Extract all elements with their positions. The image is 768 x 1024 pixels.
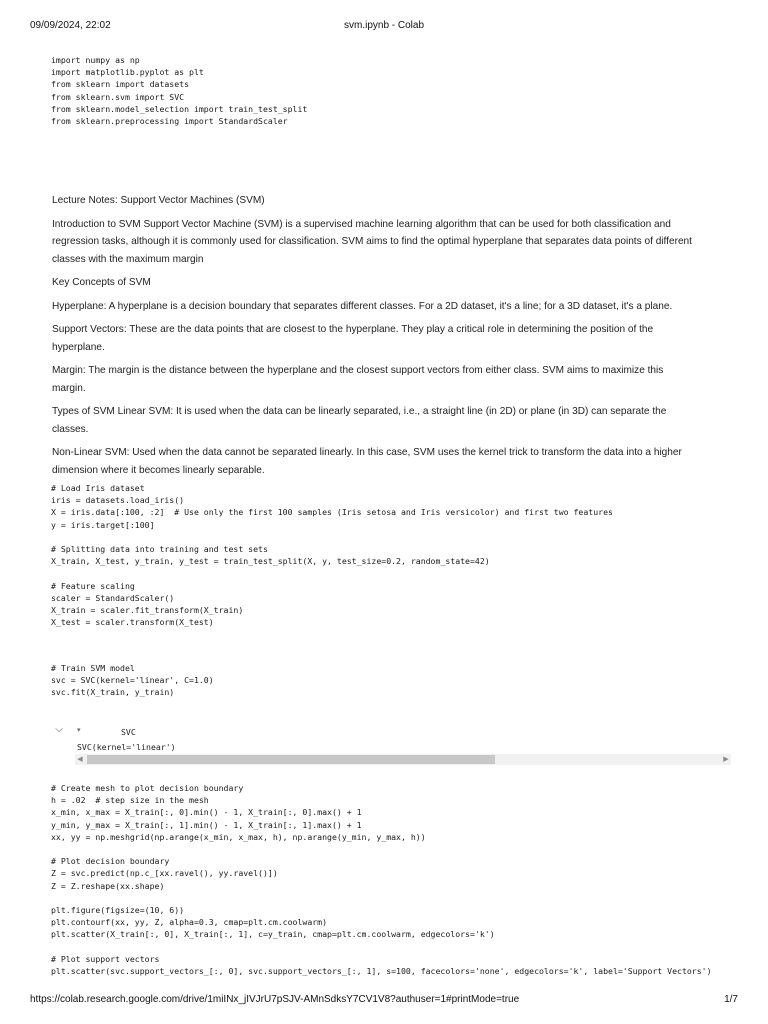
notes-paragraph: Key Concepts of SVM (52, 277, 151, 288)
code-line: scaler = StandardScaler() (51, 592, 175, 603)
notes-paragraph: Introduction to SVM Support Vector Machine (SVM) is a supervised machine learning algorithm that can be used for both classification and regression tasks, although it is commonly used for classification. SVM aims to find the optimal hyperplane that separates data points of different classes with the maximum margin (52, 218, 692, 265)
notes-paragraph: Types of SVM Linear SVM: It is used when the data can be linearly separated, i.e., a straight line (in 2D) or plane (in 3D) can separate the classes. (52, 406, 667, 435)
code-line (51, 892, 728, 904)
code-line (51, 531, 728, 543)
code-line: iris = datasets.load_iris() (51, 495, 185, 506)
print-datetime: 09/09/2024, 22:02 (30, 20, 111, 31)
code-line: plt.figure(figsize=(10, 6)) (51, 904, 185, 915)
scroll-right-icon[interactable]: ▶ (723, 756, 729, 763)
code-line: # Plot decision boundary (51, 856, 170, 867)
code-line: from sklearn.svm import SVC (51, 91, 185, 102)
notes-paragraph: Support Vectors: These are the data points that are closest to the hyperplane. They play a critical role in determining the position of the hyperplane. (52, 324, 654, 353)
code-line: plt.contourf(xx, yy, Z, alpha=0.3, cmap=plt.cm.coolwarm) (51, 917, 328, 928)
code-cell-imports[interactable] (51, 54, 728, 127)
print-title: svm.ipynb - Colab (343, 20, 425, 31)
code-line: Z = Z.reshape(xx.shape) (51, 880, 165, 891)
code-cell-plot[interactable] (51, 782, 728, 977)
code-line: y_min, y_max = X_train[:, 1].min() - 1, X_train[:, 1].max() + 1 (51, 819, 362, 830)
code-line: svc = SVC(kernel='linear', C=1.0) (51, 675, 214, 686)
code-line: plt.scatter(svc.support_vectors_[:, 0], svc.support_vectors_[:, 1], s=100, facecolors='none', edgecolors='k', label='Support Vectors') (51, 965, 712, 976)
text-cell-notes (52, 192, 692, 485)
code-line: from sklearn.preprocessing import StandardScaler (51, 115, 288, 126)
output-toggle-icon[interactable]: ⌵ (55, 724, 63, 735)
code-line: from sklearn.model_selection import train_test_split (51, 103, 308, 114)
print-url: https://colab.research.google.com/drive/1miINx_jIVJrU7pSJV-AMnSdksY7CV1V8?authuser=1#printMode=true (30, 994, 520, 1005)
output-estimator-title: SVC (121, 727, 136, 737)
code-line: X_train = scaler.fit_transform(X_train) (51, 604, 244, 615)
code-cell-train[interactable] (51, 662, 728, 699)
code-line: Z = svc.predict(np.c_[xx.ravel(), yy.ravel()]) (51, 868, 278, 879)
code-line: # Train SVM model (51, 663, 135, 673)
print-footer (30, 994, 738, 1008)
notes-paragraph: Margin: The margin is the distance between the hyperplane and the closest support vectors from either class. SVM aims to maximize this margin. (52, 365, 664, 394)
scrollbar-thumb[interactable] (87, 755, 495, 764)
notes-paragraph: Hyperplane: A hyperplane is a decision boundary that separates different classes. For a 2D dataset, it's a line; for a 3D dataset, it's a plane. (52, 300, 673, 312)
notes-paragraph: Non-Linear SVM: Used when the data cannot be separated linearly. In this case, SVM uses the kernel trick to transform the data into a higher dimension where it becomes linearly separable. (52, 447, 682, 476)
code-line (51, 843, 728, 855)
code-line: # Plot support vectors (51, 953, 160, 964)
code-line: X = iris.data[:100, :2] # Use only the first 100 samples (Iris setosa and Iris versicolor) and first two features (51, 507, 613, 518)
code-line: import matplotlib.pyplot as plt (51, 67, 204, 78)
code-line: # Load Iris dataset (51, 483, 145, 493)
code-line (51, 567, 728, 579)
code-line: y = iris.target[:100] (51, 519, 155, 530)
code-line: h = .02 # step size in the mesh (51, 795, 209, 806)
code-line: from sklearn import datasets (51, 79, 190, 90)
horizontal-scrollbar[interactable] (75, 754, 731, 765)
code-line: # Splitting data into training and test sets (51, 543, 268, 554)
code-cell-load-data[interactable] (51, 482, 728, 628)
scroll-left-icon[interactable]: ◀ (77, 756, 83, 763)
code-line (51, 940, 728, 952)
print-page-number: 1/7 (724, 994, 738, 1005)
code-line: plt.scatter(X_train[:, 0], X_train[:, 1], c=y_train, cmap=plt.cm.coolwarm, edgecolors='k') (51, 929, 495, 940)
code-line: # Feature scaling (51, 580, 135, 591)
code-line: x_min, x_max = X_train[:, 0].min() - 1, X_train[:, 0].max() + 1 (51, 807, 362, 818)
code-line: xx, yy = np.meshgrid(np.arange(x_min, x_max, h), np.arange(y_min, y_max, h)) (51, 831, 426, 842)
code-line: # Create mesh to plot decision boundary (51, 783, 244, 793)
output-estimator-repr: SVC(kernel='linear') (77, 742, 176, 752)
code-line: X_test = scaler.transform(X_test) (51, 617, 214, 628)
code-line: import numpy as np (51, 55, 140, 65)
notes-heading: Lecture Notes: Support Vector Machines (SVM) (52, 195, 265, 206)
code-line: X_train, X_test, y_train, y_test = train_test_split(X, y, test_size=0.2, random_state=42) (51, 556, 490, 567)
code-line: svc.fit(X_train, y_train) (51, 687, 175, 698)
print-header (30, 20, 738, 34)
train-output (51, 722, 731, 768)
chevron-down-icon[interactable]: ▾ (77, 727, 81, 734)
